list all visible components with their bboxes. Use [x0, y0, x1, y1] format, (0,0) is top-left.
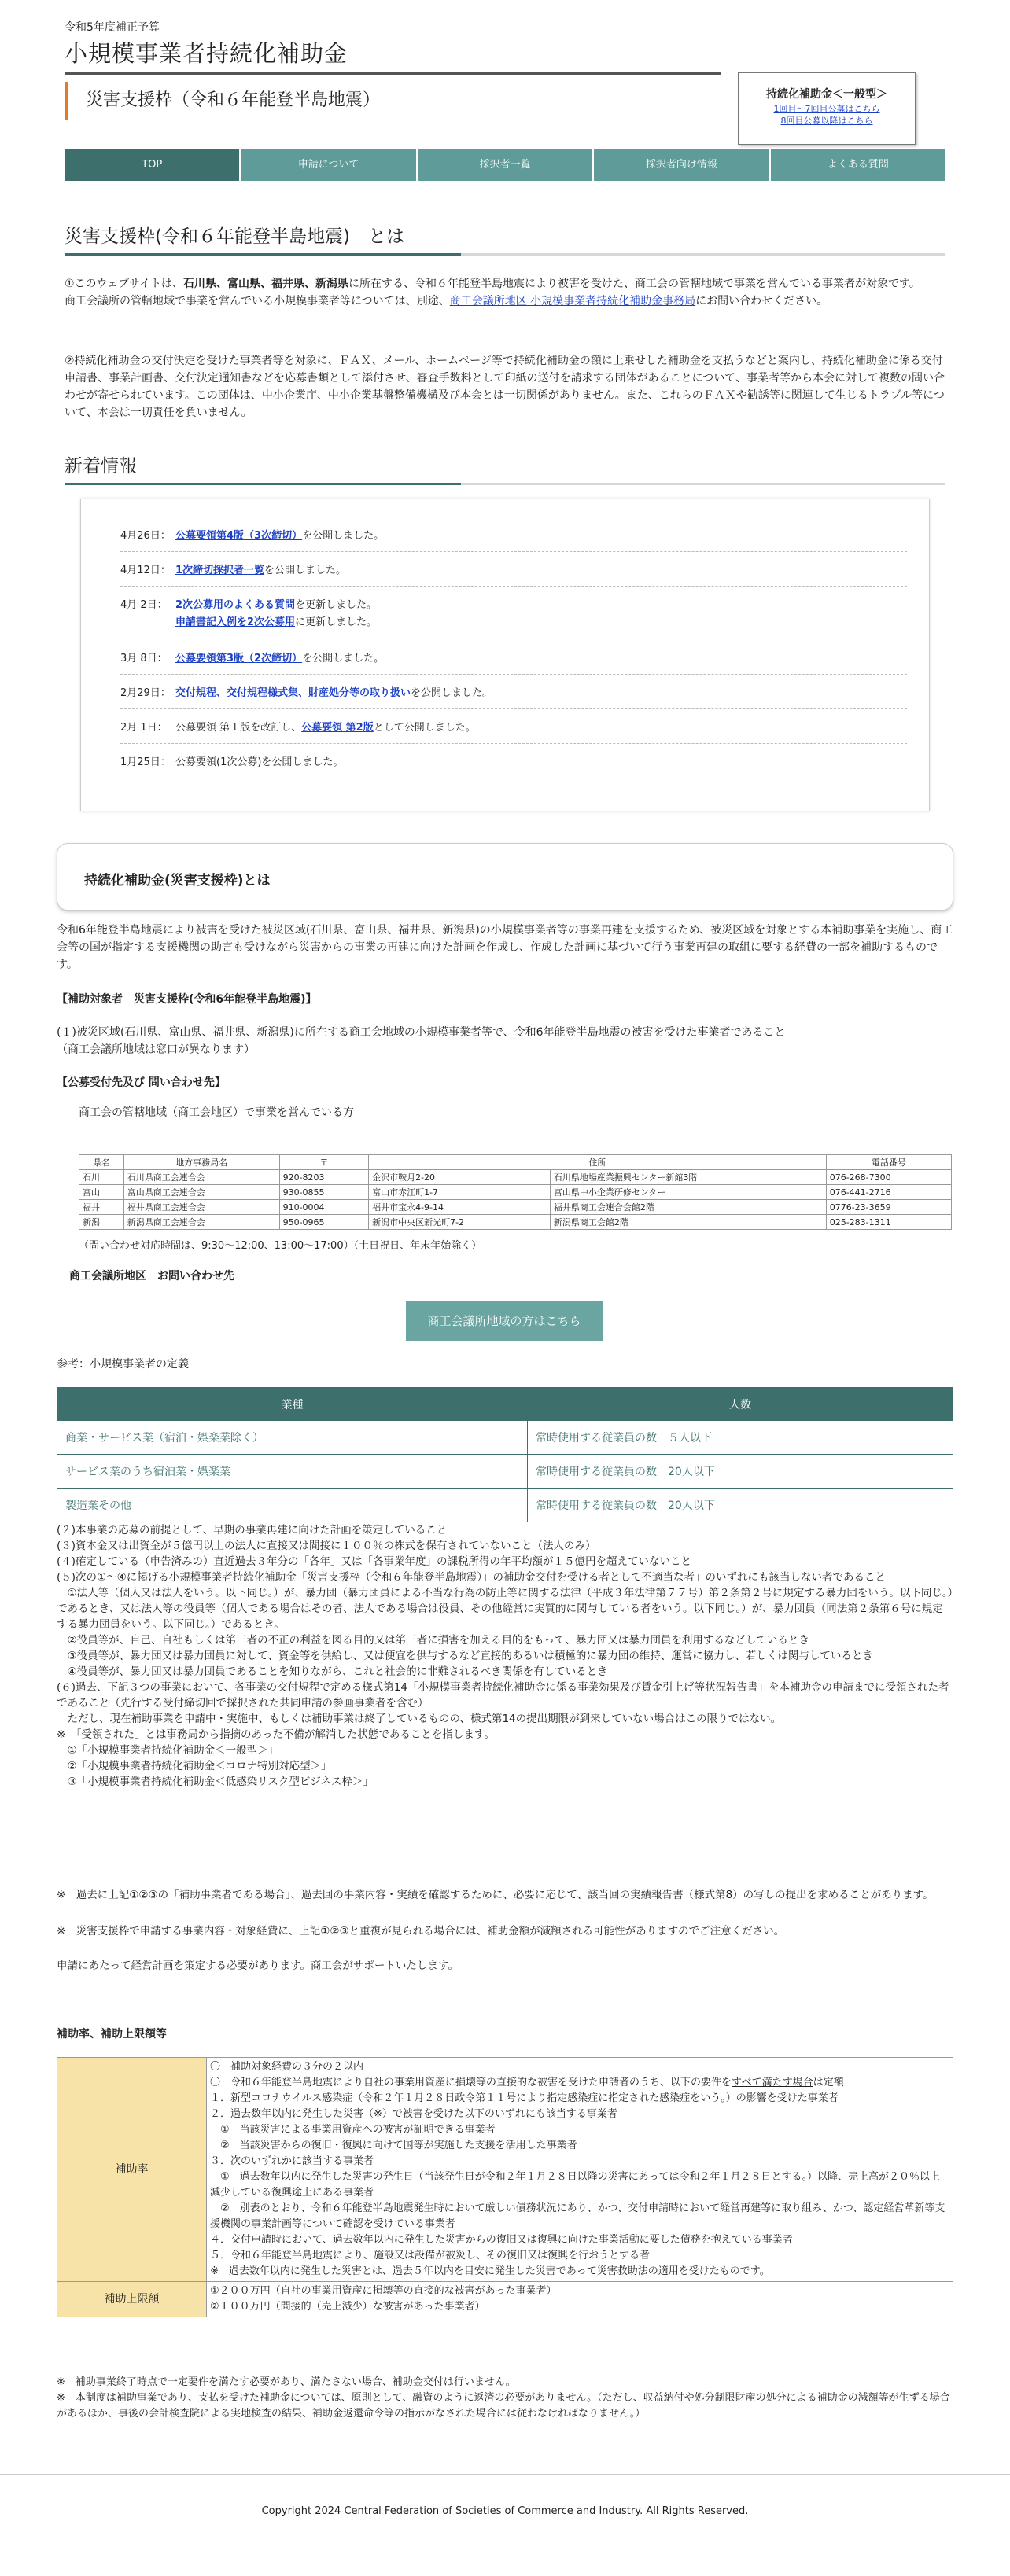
subsidy-footnotes: ※ 補助事業終了時点で一定要件を満たす必要があり、満たさない場合、補助金交付は行いません。 ※ 本制度は補助事業であり、支払を受けた補助金については、原則として、融資のように返済の必要がありません。（ただし、収益納付や処分制限財産の処分による補助金の減額等が生ずる場合があるほか、事後の会計検査院による実地検査の結果、補助金返還命令等の指示がなされた場合には従わなければなりません。）: [57, 2376, 950, 2420]
about-paragraph-2: ②持続化補助金の交付決定を受けた事業者等を対象に、ＦＡＸ、メール、ホームページ等で持続化補助金の額に上乗せした補助金を支払うなどと案内し、持続化補助金に係る交付申請書、事業計画書、交付決定通知書などを応募書類として添付させ、審査手数料として印紙の送付を請求する団体があることについて、事業者等から本会に対して複数の問い合わせが寄せられています。この団体は、中小企業庁、中小企業基盤整備機構及び本会とは一切関係がありません。また、これらのＦＡＸや勧誘等に関連して生じるトラブル等について、本会は一切責任を負いません。: [65, 355, 945, 419]
subsidy-heading: 補助率、補助上限額等: [57, 2028, 167, 2041]
global-nav: [65, 149, 945, 181]
general-type-box: [738, 72, 916, 145]
program-tab: [57, 843, 953, 911]
table-row: 福井 福井県商工会連合会 910-0004 福井市宝永4-9-14 福井県商工会連合会館2階 0776-23-3659: [79, 1200, 952, 1215]
program-tab-title: 持続化補助金(災害支援枠)とは: [84, 873, 271, 889]
program-intro: 令和6年能登半島地震により被害を受けた被災区域(石川県、富山県、福井県、新潟県)の小規模事業者等の事業再建を支援するため、被災区域を対象とする本補助事業を実施し、商工会等の国が指定する支援機関の助言も受けながら災害からの事業の再建に向けた計画を作成し、作成した計画に基づいて行う事業再建の取組に要する経費の一部を補助するものです。: [57, 924, 953, 971]
news-item: 4月 2日： 2次公募用のよくある質問を更新しました。 申請書記入例を2次公募用に更新しました。: [120, 597, 907, 638]
about-rule: [65, 253, 945, 256]
link-rounds-1-7[interactable]: 1回目〜7回目公募はこちら: [773, 104, 880, 114]
table-row: 新潟 新潟県商工会連合会 950-0965 新潟市中央区新光町7-2 新潟県商工会館2階 025-283-1311: [79, 1215, 952, 1230]
news-item: 1月25日： 公募要領(1次公募)を公開しました。: [120, 754, 907, 778]
rate-content: 〇 補助対象経費の３分の２以内 〇 令和６年能登半島地震により自社の事業用資産に損壊等の直接的な被害を受けた申請者のうち、以下の要件をすべて満たす場合は定額 １．新型コロナウイルス感染症（令和２年１月２８日政令第１１号により指定感染症に指定された感染症をいう。）の影響を受けた事業者 ２．過去数年以内に発生した災害（※）で被害を受けた以下のいずれにも該当する事業者 ① 当該災害による事業用資産への被害が証明できる事業者 ② 当該災害からの復旧・復興に向けて国等が実施した支援を活用した事業者 ３．次のいずれかに該当する事業者 ① 過去数年以内に発生した災害の発生日（当該発生日が令和２年１月２８日以降の災害にあっては令和２年１月２８日とする。）以降、売上高が２０％以上減少している復興途上にある事業者 ② 別表のとおり、令和６年能登半島地震発生時において厳しい債務状況にあり、かつ、交付申請時において経営再建等に取り組み、かつ、認定経営革新等支援機関の事業計画等について確認を受けている事業者 ４．交付申請時において、過去数年以内に発生した災害からの復旧又は復興に向けた事業活動に要した債務を抱えている事業者 ５．令和６年能登半島地震により、施設又は設備が被災し、その復旧又は復興を行おうとする者 ※ 過去数年以内に発生した災害とは、過去５年以内を目安に発生した災害であって災害救助法の適用を受けたものです。: [207, 2058, 953, 2282]
subsidy-table: [57, 2057, 953, 2317]
nav-top[interactable]: TOP: [65, 149, 241, 181]
news-item: 2月29日： 交付規程、交付規程様式集、財産処分等の取り扱いを公開しました。: [120, 685, 907, 709]
table-row: 製造業その他 常時使用する従業員の数 20人以下: [57, 1489, 953, 1522]
news-rule: [65, 483, 945, 485]
table-row: 商業・サービス業（宿泊・娯楽業除く） 常時使用する従業員の数 ５人以下: [57, 1421, 953, 1455]
nav-faq[interactable]: よくある質問: [827, 159, 889, 171]
nav-application[interactable]: 申請について: [241, 149, 417, 181]
conditions-list: (２)本事業の応募の前提として、早期の事業再建に向けた計画を策定していること (３)資本金又は出資金が５億円以上の法人に直接又は間接に１００％の株式を保有されていないこと（法人のみ） (４)確定している（申告済みの）直近過去３年分の「各年」又は「各事業年度」の課税所得の年平均額が１５億円を超えていないこと (５)次の①〜④に掲げる小規模事業者持続化補助金「災害支援枠（令和６年能登半島地震）」の補助金交付を受ける者として不適当な者」のいずれにも該当しない者であること ①法人等（個人又は法人をいう。以下同じ。）が、暴力団（暴力団員による不当な行為の防止等に関する法律（平成３年法律第７７号）第２条第２号に規定する暴力団をいう。以下同じ。）であるとき、又は法人等の役員等（個人である場合はその者、法人である場合は役員、その他経営に実質的に関与している者をいう。以下同じ。）が、暴力団員（同法第２条第６号に規定する暴力団員をいう。以下同じ。）であるとき。 ②役員等が、自己、自社もしくは第三者の不正の利益を図る目的又は第三者に損害を加える目的をもって、暴力団又は暴力団員を利用するなどしているとき ③役員等が、暴力団又は暴力団員に対して、資金等を供給し、又は便宜を供与するなど直接的あるいは積極的に暴力団の維持、運営に協力し、若しくは関与しているとき ④役員等が、暴力団又は暴力団員であることを知りながら、これと社会的に非難されるべき関係を有しているとき (６)過去、下記３つの事業において、各事業の交付規程で定める様式第14「小規模事業者持続化補助金に係る事業効果及び賃金引上げ等状況報告書」を本補助金の申請までに受領された者であること（先行する受付締切回で採択された共同申請の参画事業者を含む） ただし、現在補助事業を申請中・実施中、もしくは補助事業は終了しているものの、様式第14の提出期限が到来していない場合はこの限りではない。 ※ 「受領された」とは事務局から指摘のあった不備が解消した状態であることを指します。 ①「小規模事業者持続化補助金＜一般型＞」 ②「小規模事業者持続化補助金＜コロナ特別対応型＞」 ③「小規模事業者持続化補助金＜低感染リスク型ビジネス枠＞」: [57, 1524, 953, 1788]
definition-heading: 参考：小規模事業者の定義: [57, 1358, 189, 1371]
link-rounds-8-plus[interactable]: 8回目公募以降はこちら: [780, 116, 873, 126]
contact-heading: 【公募受付先及び 問い合わせ先】: [57, 1076, 226, 1089]
table-row: サービス業のうち宿泊業・娯楽業 常時使用する従業員の数 20人以下: [57, 1455, 953, 1489]
table-row: 富山 富山県商工会連合会 930-0855 富山市赤江町1-7 富山県中小企業研修センター 076-441-2716: [79, 1185, 952, 1200]
news-item: 3月 8日： 公募要領第3版（2次締切）を公開しました。: [120, 650, 907, 675]
definition-table: 業種 人数 商業・サービス業（宿泊・娯楽業除く） 常時使用する従業員の数 ５人以下 サービス業のうち宿泊業・娯楽業 常時使用する従業員の数 20人以下 製造業その他 常時使用する従業員の数 20人以下: [57, 1387, 953, 1522]
nav-adopted-info[interactable]: 採択者向け情報: [594, 149, 770, 181]
title-rule: [65, 72, 721, 75]
contact-sub: 商工会の管轄地域（商工会地区）で事業を営んでいる方: [79, 1106, 354, 1119]
page-subtitle: 災害支援枠（令和６年能登半島地震）: [65, 82, 395, 120]
news-item: 4月26日： 公募要領第4版（3次締切）を公開しました。: [120, 528, 907, 552]
nav-adopted-list[interactable]: 採択者一覧: [418, 149, 594, 181]
about-heading: 災害支援枠(令和６年能登半島地震) とは: [65, 226, 404, 247]
news-box: [80, 499, 930, 811]
news-item: 4月12日： 1次締切採択者一覧を公開しました。: [120, 562, 907, 587]
note-1: ※ 過去に上記①②③の「補助事業者である場合」、過去回の事業内容・実績を確認するために、必要に応じて、該当回の実績報告書（様式第8）の写しの提出を求めることがあります。: [57, 1889, 934, 1901]
note-2: ※ 災害支援枠で申請する事業内容・対象経費に、上記①②③と重複が見られる場合には、補助金額が減額される可能性がありますのでご注意ください。: [57, 1925, 785, 1938]
news-heading: 新着情報: [65, 456, 137, 477]
chamber-area-button[interactable]: 商工会議所地域の方はこちら: [406, 1301, 603, 1341]
cap-label: 補助上限額: [57, 2282, 207, 2317]
target-heading: 【補助対象者 災害支援枠(令和6年能登半島地震)】: [57, 993, 317, 1006]
site-title[interactable]: 小規模事業者持続化補助金: [65, 40, 348, 67]
header-eyebrow: 令和5年度補正予算: [65, 21, 160, 34]
office-directory: 県名 地方事務局名 〒 住所 電話番号 石川 石川県商工会連合会 920-8203 金沢市鞍月2-20 石川県地場産業振興センター新館3階 076-268-7300 富山 富山県商工会連合会 930-0855 富山市赤江町1-7 富山県中小企業研修センター 076-441-2716 福井 福井県商工会連合会 910-0004 福井市宝永4-9-14 福井県商工会連合会館2階 0776-23-3659 新潟 新潟県商工会連合会 950-0965 新潟市中央区新光町7-2 新潟県商工会館2階 025-283-1311: [79, 1154, 952, 1230]
news-item: 2月 1日： 公募要領 第１版を改訂し、公募要領 第2版として公開しました。: [120, 719, 907, 744]
target-text: (１)被災区域(石川県、富山県、福井県、新潟県)に所在する商工会地域の小規模事業者等で、令和6年能登半島地震の被害を受けた事業者であること （商工会議所地域は窓口が異なります）: [57, 1026, 786, 1056]
rate-label: 補助率: [57, 2058, 207, 2282]
general-type-title: 持続化補助金＜一般型＞: [766, 88, 887, 101]
cap-content: ①２００万円（自社の事業用資産に損壊等の直接的な被害があった事業者） ②１００万円（間接的（売上減少）な被害があった事業者）: [207, 2282, 953, 2317]
chamber-office-link[interactable]: 商工会議所地区 小規模事業者持続化補助金事務局: [449, 295, 696, 307]
about-paragraph-1: ①このウェブサイトは、石川県、富山県、福井県、新潟県に所在する、令和６年能登半島地震により被害を受けた、商工会の管轄地域で事業を営んでいる事業者が対象です。 商工会議所の管轄地域で事業を営んでいる小規模事業者等については、別途、商工会議所地区 小規模事業者持続化補助金事務局にお問い合わせください。: [65, 278, 920, 307]
copyright: Copyright 2024 Central Federation of Societies of Commerce and Industry. All Rights Reserved.: [261, 2505, 749, 2517]
chamber-contact-heading: 商工会議所地区 お問い合わせ先: [69, 1270, 234, 1282]
table-row: 石川 石川県商工会連合会 920-8203 金沢市鞍月2-20 石川県地場産業振興センター新館3階 076-268-7300: [79, 1170, 952, 1185]
footer-rule: [0, 2474, 1010, 2475]
contact-hours: （問い合わせ対応時間は、9:30〜12:00、13:00〜17:00）（土日祝日、年末年始除く）: [79, 1240, 482, 1252]
note-3: 申請にあたって経営計画を策定する必要があります。商工会がサポートいたします。: [57, 1960, 459, 1972]
